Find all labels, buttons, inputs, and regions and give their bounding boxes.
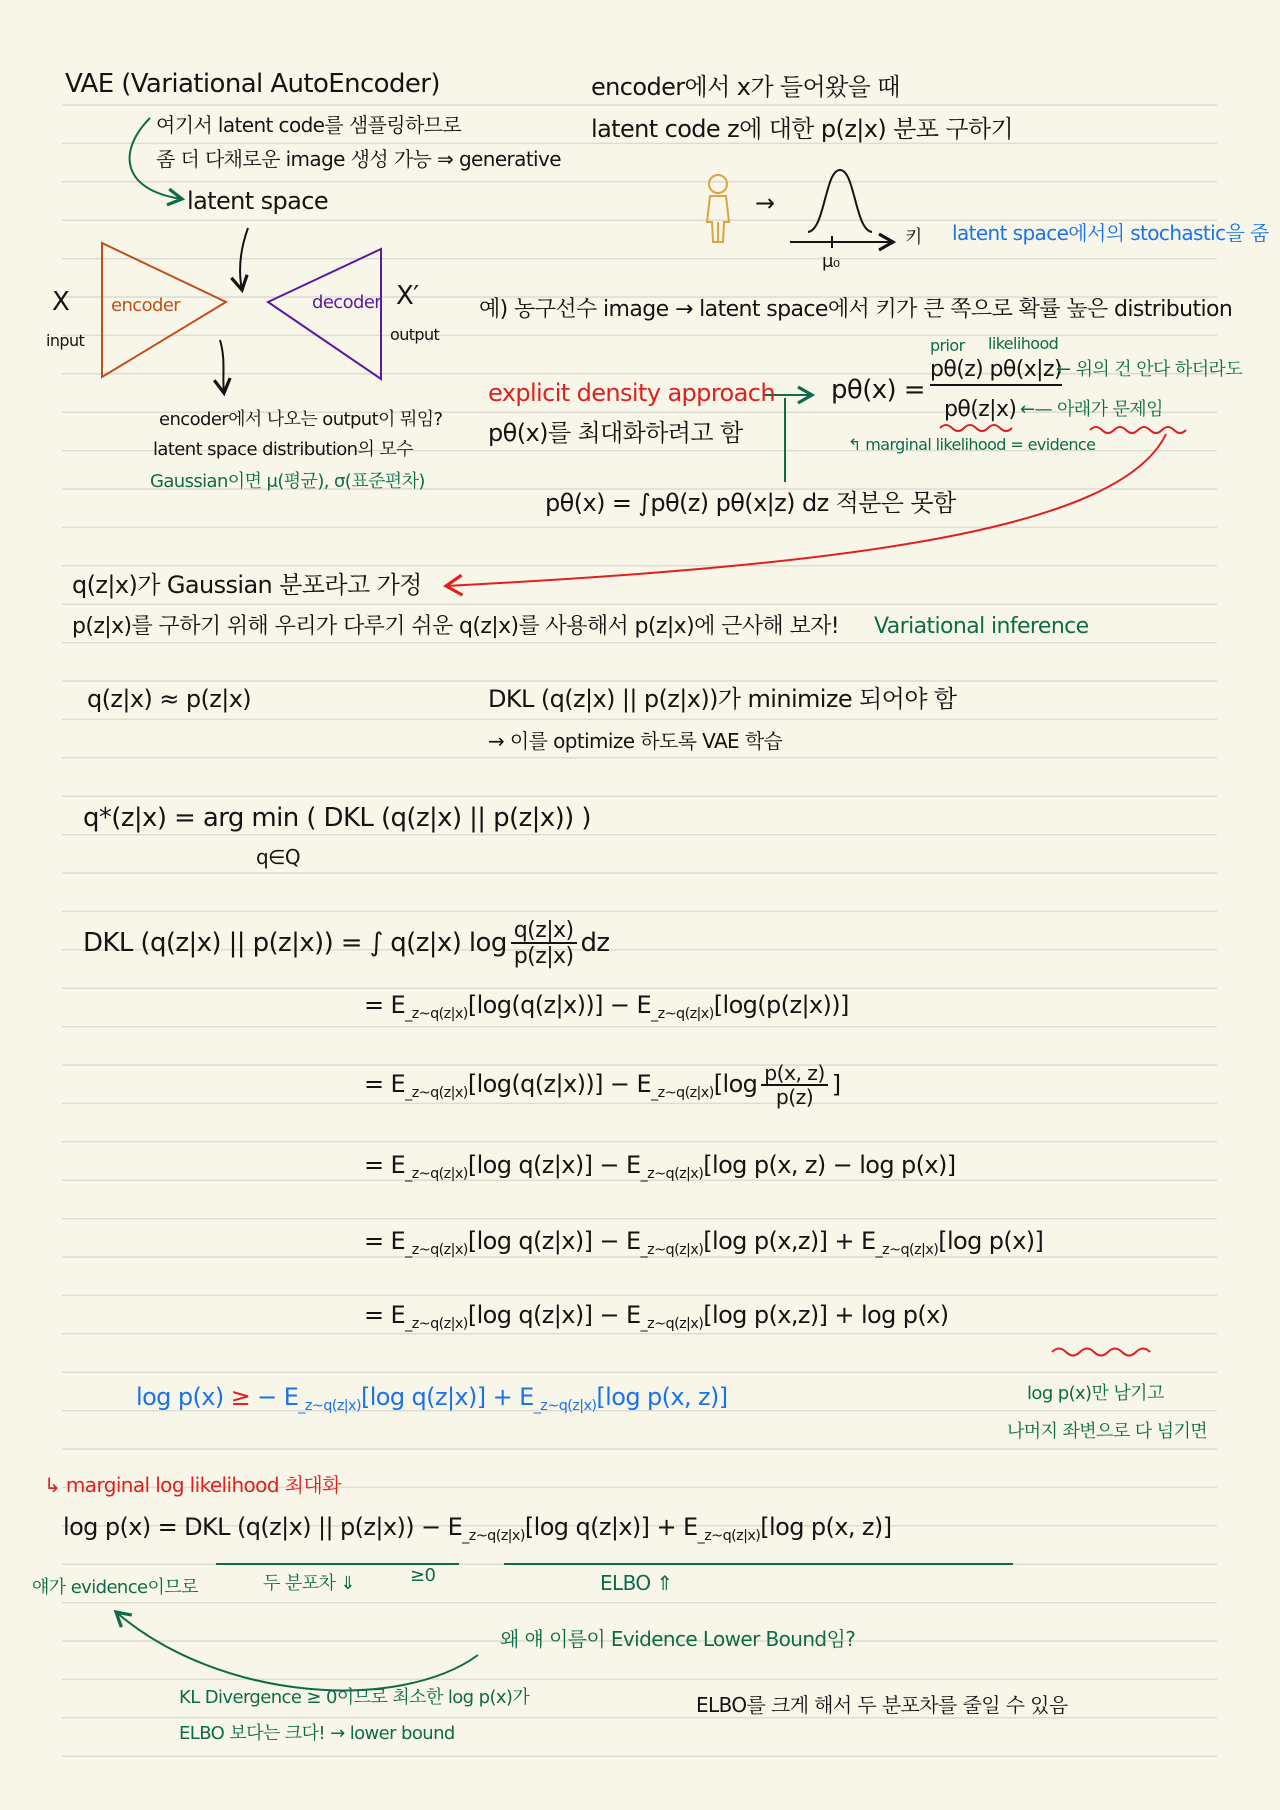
- explicit-density-title: explicit density approach: [488, 379, 775, 407]
- wavy-underline-log-px: [1052, 1349, 1150, 1356]
- equation-term: [log(q(z|x))] − E: [467, 991, 652, 1019]
- equation-term: [log: [713, 1070, 758, 1099]
- line2-end: ]: [831, 1070, 841, 1099]
- geq-symbol: ≥: [230, 1383, 251, 1411]
- elbo-equation: [63, 1514, 891, 1545]
- mu-label: μ₀: [822, 251, 840, 272]
- wavy-underline-posterior: [940, 425, 1012, 431]
- integral-note: pθ(x) = ∫pθ(z) pθ(x|z) dz 적분은 못함: [545, 489, 956, 517]
- note-sampling: 여기서 latent code를 샘플링하므로: [156, 113, 462, 137]
- note-generative: 좀 더 다채로운 image 생성 가능 ⇒ generative: [156, 147, 561, 171]
- elbo-increase-note: ELBO ⇑: [600, 1571, 673, 1595]
- argmin-eq: q*(z|x) = arg min ( DKL (q(z|x) || p(z|x)) ): [83, 803, 591, 833]
- equation-term: − E: [250, 1383, 299, 1411]
- line2-fraction: [761, 1062, 827, 1109]
- expectation-subscript: _z~q(z|x): [640, 1166, 704, 1183]
- derivation-line-3: [364, 1152, 956, 1183]
- equation-term: [log(p(z|x))]: [713, 991, 849, 1019]
- prior-label: prior: [930, 336, 965, 355]
- equation-term: [log q(z|x)] − E: [467, 1227, 641, 1255]
- expectation-subscript: _z~q(z|x): [405, 1242, 468, 1259]
- page-title: VAE (Variational AutoEncoder): [65, 69, 440, 99]
- fraction-denominator: p(z|x): [513, 943, 574, 970]
- equation-term: = E: [364, 1151, 406, 1179]
- expectation-subscript: _z~q(z|x): [640, 1242, 704, 1259]
- kl-decrease-note: 두 분포차 ⇓: [263, 1573, 355, 1594]
- input-x-label: X: [52, 287, 70, 317]
- latent-space-label: latent space: [187, 187, 329, 215]
- maximize-goal: pθ(x)를 최대화하려고 함: [488, 419, 743, 447]
- equation-term: [log p(x, z)]: [760, 1513, 892, 1541]
- approximation-eq: q(z|x) ≈ p(z|x): [87, 685, 252, 713]
- encoder-label: encoder: [111, 295, 181, 316]
- equation-term: [log q(z|x)] + E: [360, 1383, 534, 1411]
- equation-term: log p(x) = DKL (q(z|x) || p(z|x)) − E: [63, 1513, 463, 1541]
- equation-term: = E: [364, 1070, 406, 1099]
- latent-distribution-note: latent code z에 대한 p(z|x) 분포 구하기: [591, 115, 1014, 143]
- encoder-question: encoder에서 나오는 output이 뭐임?: [159, 409, 443, 430]
- evidence-note: 얘가 evidence이므로: [32, 1577, 198, 1598]
- expectation-subscript: _z~q(z|x): [298, 1398, 361, 1415]
- bayes-denominator: pθ(z|x): [944, 397, 1017, 422]
- fraction-numerator: q(z|x): [511, 918, 577, 944]
- lower-bound-inequality: [136, 1384, 728, 1415]
- gaussian-params: Gaussian이면 μ(평균), σ(표준편차): [150, 471, 425, 492]
- output-x-label: X′: [396, 281, 419, 311]
- equation-term: [log q(z|x)] − E: [467, 1301, 641, 1329]
- elbo-name-question: 왜 얘 이름이 Evidence Lower Bound임?: [500, 1627, 856, 1651]
- decoder-label: decoder: [312, 292, 382, 313]
- derivation-line-1: [364, 992, 849, 1023]
- axis-label: 키: [905, 227, 922, 248]
- optimize-note: → 이를 optimize 하도록 VAE 학습: [488, 729, 783, 753]
- kl-nonnegative: ≥0: [410, 1565, 436, 1586]
- equation-term: [log p(x, z)]: [596, 1383, 728, 1411]
- equation-term: = E: [364, 1301, 406, 1329]
- kl-minimize: DKL (q(z|x) || p(z|x))가 minimize 되어야 함: [488, 685, 957, 713]
- derivation-line-5: [364, 1302, 949, 1333]
- expectation-subscript: _z~q(z|x): [640, 1316, 704, 1333]
- problem-note: ←— 아래가 문제임: [1020, 399, 1163, 420]
- input-label: input: [46, 331, 85, 350]
- expectation-subscript: _z~q(z|x): [875, 1242, 939, 1259]
- arrow-glyph: →: [755, 189, 775, 217]
- equation-term: [log(q(z|x))] − E: [467, 1070, 652, 1099]
- kl-reason-2: ELBO 보다는 크다! → lower bound: [179, 1723, 455, 1744]
- equation-term: log p(x): [136, 1383, 231, 1411]
- kl-fraction: [511, 918, 577, 969]
- equation-term: [log q(z|x)] + E: [524, 1513, 698, 1541]
- stochastic-note: latent space에서의 stochastic을 줌: [952, 221, 1269, 245]
- variational-inference-label: Variational inference: [874, 614, 1089, 639]
- kl-reason-1: KL Divergence ≥ 0이므로 최소한 log p(x)가: [179, 1687, 530, 1708]
- distribution-params: latent space distribution의 모수: [153, 439, 413, 460]
- expectation-subscript: _z~q(z|x): [405, 1006, 468, 1023]
- derivation-line-2-main: [364, 1070, 758, 1102]
- expectation-subscript: _z~q(z|x): [462, 1528, 525, 1545]
- kl-definition: [83, 918, 609, 969]
- expectation-subscript: _z~q(z|x): [651, 1085, 714, 1102]
- marginal-log-likelihood-heading: ↳ marginal log likelihood 최대화: [44, 1473, 341, 1497]
- expectation-subscript: _z~q(z|x): [697, 1528, 761, 1545]
- encoder-input-note: encoder에서 x가 들어왔을 때: [591, 73, 900, 101]
- equation-term: [log p(x,z)] + log p(x): [703, 1301, 949, 1329]
- dz: dz: [580, 927, 610, 958]
- expectation-subscript: _z~q(z|x): [405, 1085, 468, 1102]
- derivation-line-4: [364, 1228, 1043, 1259]
- approximation-text: p(z|x)를 구하기 위해 우리가 다루기 쉬운 q(z|x)를 사용해서 p(z|x)에 근사해 보자!: [72, 614, 839, 639]
- expectation-subscript: _z~q(z|x): [533, 1398, 597, 1415]
- rearrange-note-2: 나머지 좌변으로 다 넘기면: [1007, 1421, 1208, 1442]
- decoder-triangle: [268, 249, 381, 379]
- expectation-subscript: _z~q(z|x): [651, 1006, 714, 1023]
- example-note: 예) 농구선수 image → latent space에서 키가 큰 쪽으로 확률 높은 distribution: [479, 297, 1233, 322]
- equation-term: [log q(z|x)] − E: [467, 1151, 641, 1179]
- arrow-down-from-encoder: [220, 340, 224, 393]
- fraction-numerator: p(x, z): [761, 1062, 827, 1086]
- equation-term: = E: [364, 1227, 406, 1255]
- equation-term: [log p(x,z)] + E: [703, 1227, 876, 1255]
- wavy-underline-problem: [1090, 427, 1186, 433]
- argmin-subscript: q∈Q: [256, 845, 301, 869]
- elbo-conclusion: ELBO를 크게 해서 두 분포차를 줄일 수 있음: [696, 1693, 1068, 1717]
- person-icon: [707, 175, 729, 242]
- p-theta-lhs: pθ(x) =: [831, 375, 925, 405]
- fraction-denominator: p(z): [775, 1085, 814, 1110]
- expectation-subscript: _z~q(z|x): [405, 1316, 468, 1333]
- derivation-line-2: [364, 1062, 840, 1109]
- output-label: output: [390, 325, 440, 344]
- likelihood-label: likelihood: [988, 334, 1059, 353]
- equation-term: [log p(x)]: [938, 1227, 1044, 1255]
- gaussian-assumption: q(z|x)가 Gaussian 분포라고 가정: [72, 571, 422, 599]
- equation-term: = E: [364, 991, 406, 1019]
- kl-definition-lhs: DKL (q(z|x) || p(z|x)) = ∫ q(z|x) log: [83, 927, 507, 958]
- rearrange-note-1: log p(x)만 남기고: [1027, 1383, 1164, 1404]
- expectation-subscript: _z~q(z|x): [405, 1166, 468, 1183]
- equation-term: [log p(x, z) − log p(x)]: [703, 1151, 956, 1179]
- known-note: ← 위의 건 안다 하더라도: [1056, 359, 1243, 380]
- marginal-likelihood-note: ↰ marginal likelihood = evidence: [848, 435, 1096, 454]
- bayes-numerator: pθ(z) pθ(x|z): [930, 358, 1062, 386]
